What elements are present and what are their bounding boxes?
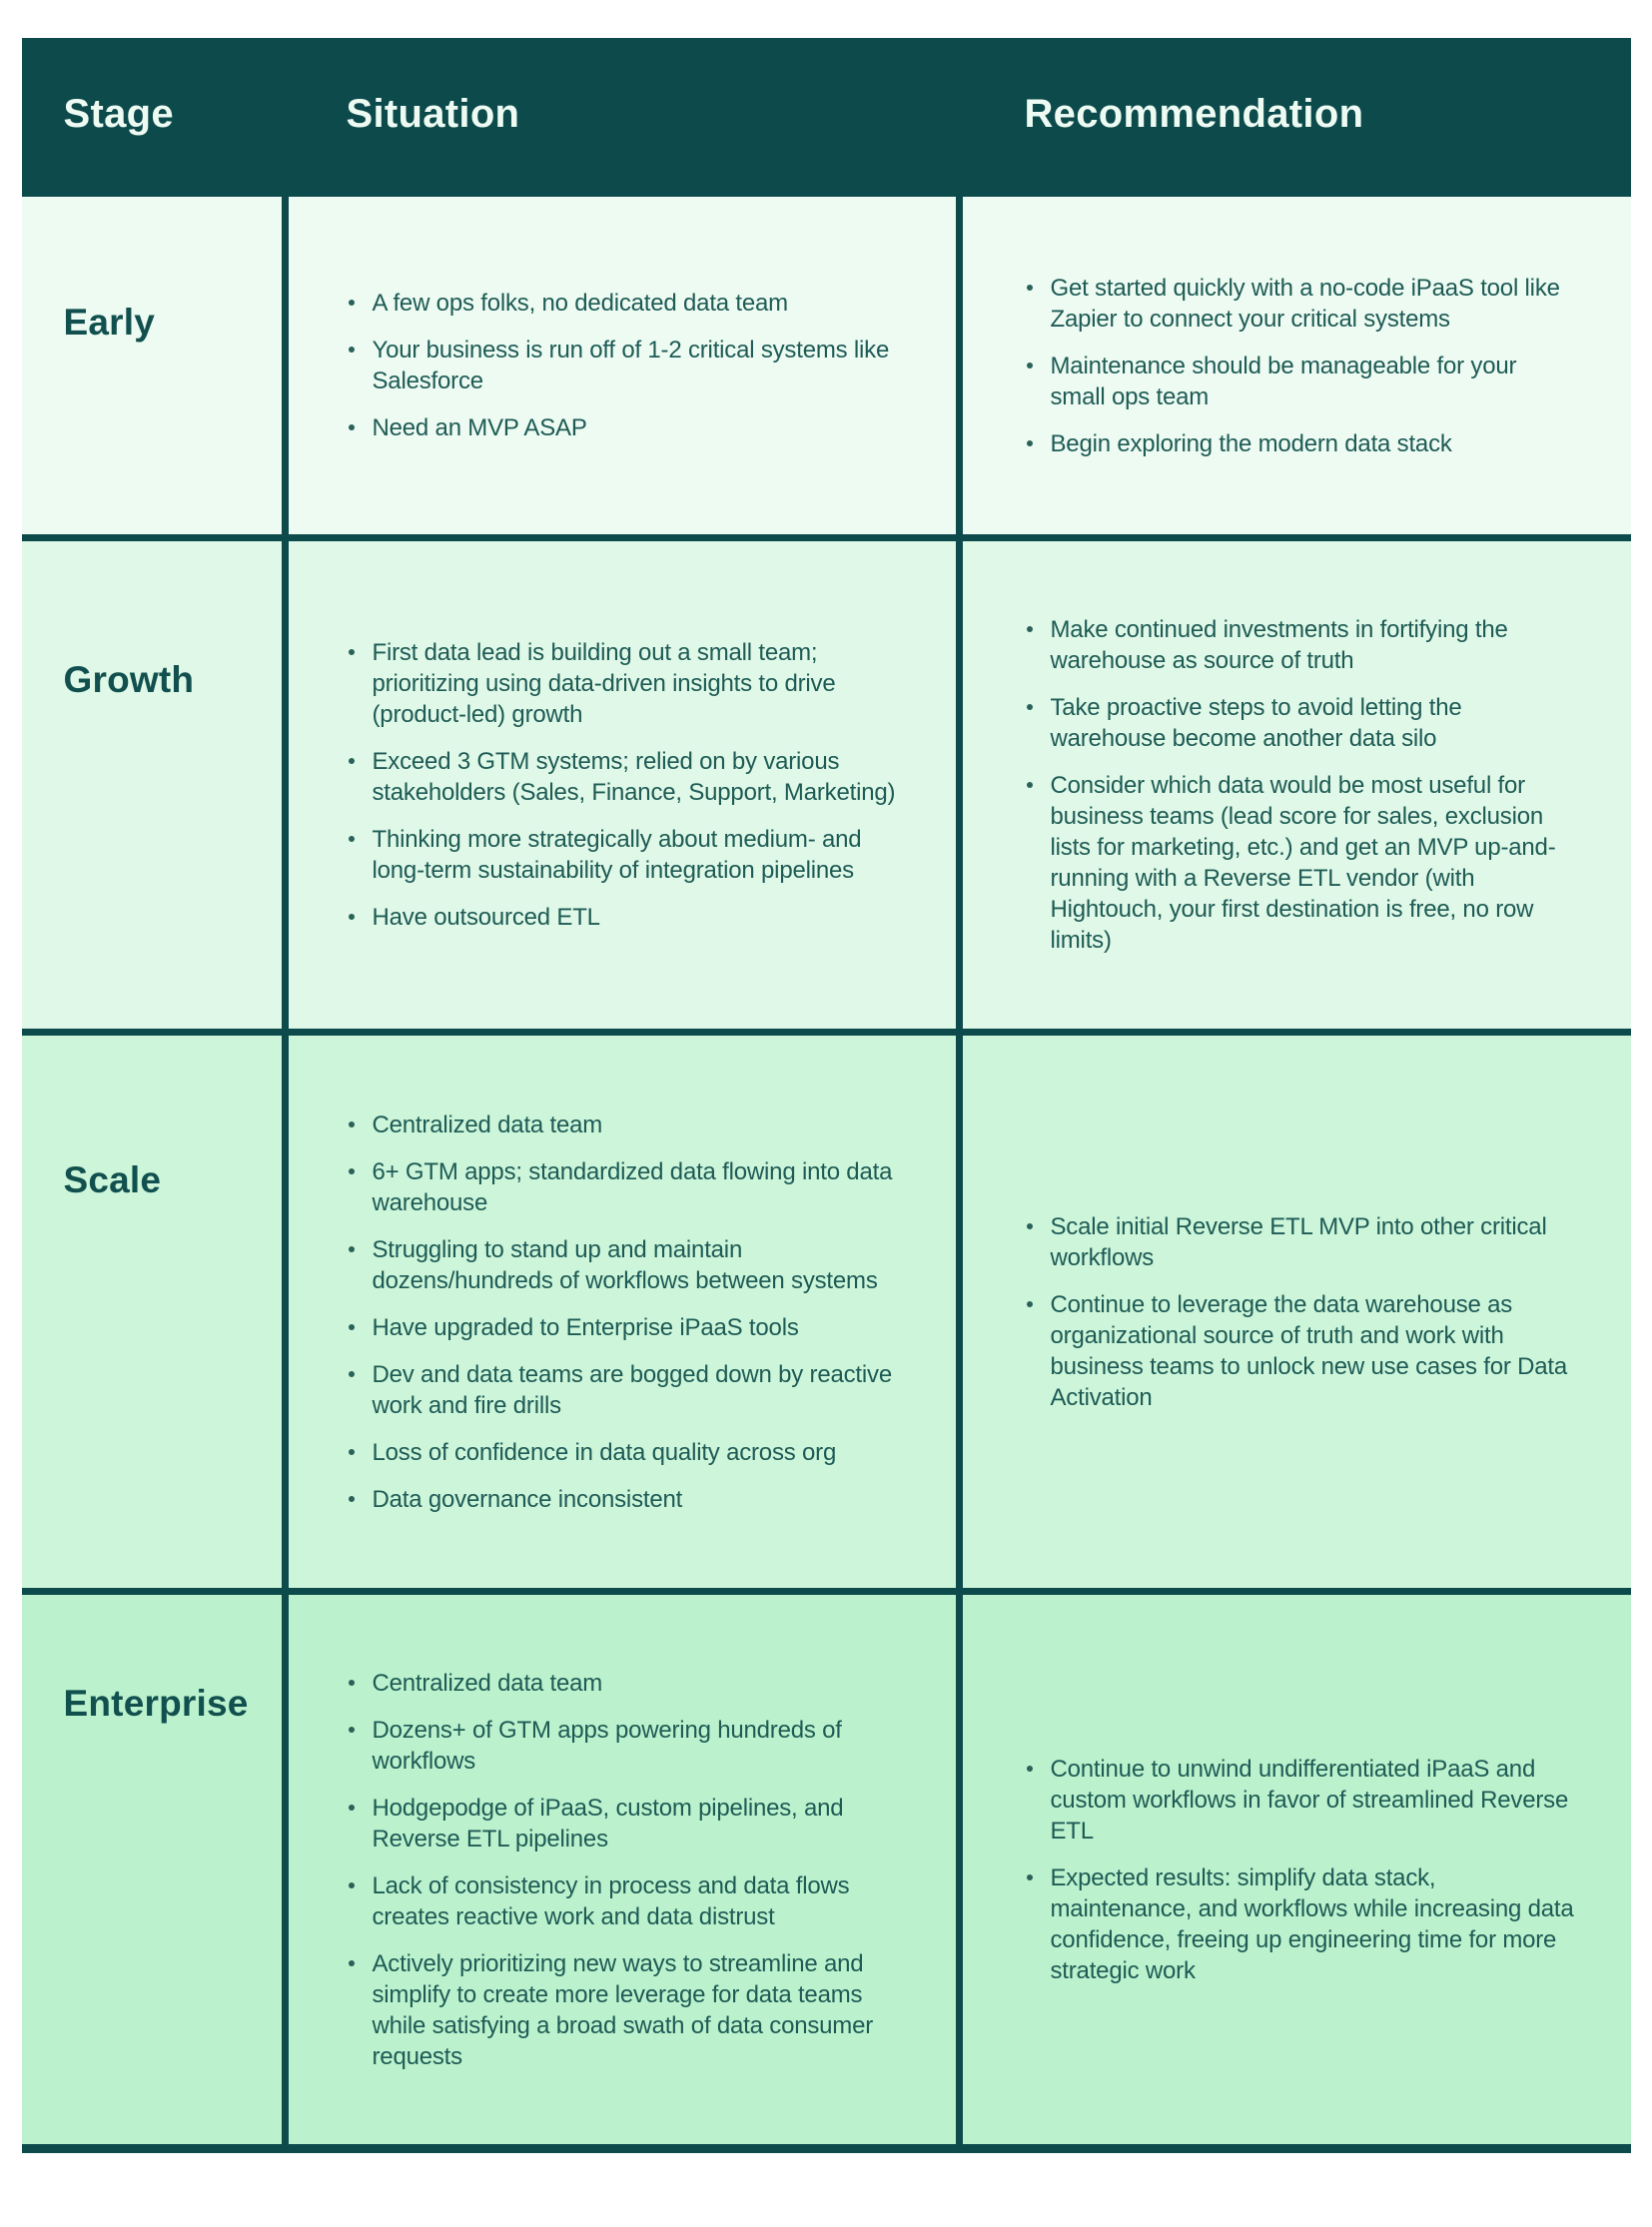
bullet-item: Struggling to stand up and maintain dozens/hundreds of workflows between systems	[346, 1234, 912, 1296]
bullet-item: Continue to leverage the data warehouse as organizational source of truth and work with business teams to unlock new use cases for Data Activation	[1024, 1289, 1577, 1413]
bullet-item: Exceed 3 GTM systems; relied on by various stakeholders (Sales, Finance, Support, Marketing)	[346, 746, 912, 808]
header-cell-recommendation	[963, 38, 1631, 190]
bullet-item: Expected results: simplify data stack, maintenance, and workflows while increasing data confidence, freeing up engineering time for more strategic work	[1024, 1862, 1577, 1986]
column-header-label: Recommendation	[1024, 91, 1364, 136]
bullet-item: Dozens+ of GTM apps powering hundreds of workflows	[346, 1715, 912, 1777]
stage-label: Early	[63, 302, 156, 343]
maturity-stage-table	[22, 38, 1631, 2153]
situation-list	[346, 1110, 912, 1515]
recommendation-cell-scale	[963, 1036, 1631, 1588]
recommendation-list	[1024, 1754, 1577, 1986]
bullet-item: Take proactive steps to avoid letting the warehouse become another data silo	[1024, 692, 1577, 754]
situation-cell-early	[289, 197, 956, 534]
bullet-item: Centralized data team	[346, 1110, 912, 1140]
bullet-item: Your business is run off of 1-2 critical systems like Salesforce	[346, 335, 912, 396]
stage-label: Scale	[63, 1159, 162, 1200]
bullet-item: Hodgepodge of iPaaS, custom pipelines, and Reverse ETL pipelines	[346, 1793, 912, 1855]
column-header-label: Stage	[63, 91, 174, 136]
situation-cell-growth	[289, 541, 956, 1029]
bullet-item: Have outsourced ETL	[346, 902, 912, 933]
bullet-item: Begin exploring the modern data stack	[1024, 428, 1577, 459]
column-header-label: Situation	[346, 91, 520, 136]
stage-cell-growth	[22, 541, 282, 1029]
bullet-item: Dev and data teams are bogged down by reactive work and fire drills	[346, 1359, 912, 1421]
bullet-item: Have upgraded to Enterprise iPaaS tools	[346, 1312, 912, 1343]
bullet-item: Get started quickly with a no-code iPaaS tool like Zapier to connect your critical systems	[1024, 273, 1577, 335]
situation-list	[346, 288, 912, 443]
recommendation-list	[1024, 1211, 1577, 1413]
bullet-item: Scale initial Reverse ETL MVP into other critical workflows	[1024, 1211, 1577, 1273]
header-cell-situation	[289, 38, 956, 190]
bullet-item: Actively prioritizing new ways to streamline and simplify to create more leverage for data teams while satisfying a broad swath of data consumer requests	[346, 1948, 912, 2072]
stage-cell-early	[22, 197, 282, 534]
situation-cell-scale	[289, 1036, 956, 1588]
situation-list	[346, 1668, 912, 2072]
bullet-item: Consider which data would be most useful for business teams (lead score for sales, exclusion lists for marketing, etc.) and get an MVP up-and-running with a Reverse ETL vendor (with Hightouch, your first destination is free, no row limits)	[1024, 770, 1577, 956]
bullet-item: Lack of consistency in process and data flows creates reactive work and data distrust	[346, 1870, 912, 1932]
stage-label: Enterprise	[63, 1683, 249, 1724]
stage-cell-scale	[22, 1036, 282, 1588]
bullet-item: Need an MVP ASAP	[346, 412, 912, 443]
bullet-item: First data lead is building out a small team; prioritizing using data-driven insights to drive (product-led) growth	[346, 637, 912, 730]
recommendation-list	[1024, 614, 1577, 956]
bullet-item: Thinking more strategically about medium- and long-term sustainability of integration pipelines	[346, 824, 912, 886]
recommendation-cell-enterprise	[963, 1595, 1631, 2144]
situation-list	[346, 637, 912, 933]
bullet-item: Continue to unwind undifferentiated iPaaS and custom workflows in favor of streamlined Reverse ETL	[1024, 1754, 1577, 1847]
situation-cell-enterprise	[289, 1595, 956, 2144]
bullet-item: A few ops folks, no dedicated data team	[346, 288, 912, 319]
bullet-item: 6+ GTM apps; standardized data flowing into data warehouse	[346, 1156, 912, 1218]
recommendation-list	[1024, 273, 1577, 459]
bullet-item: Centralized data team	[346, 1668, 912, 1699]
header-cell-stage	[22, 38, 282, 190]
stage-label: Growth	[63, 659, 195, 700]
bullet-item: Loss of confidence in data quality across org	[346, 1437, 912, 1468]
bullet-item: Maintenance should be manageable for your small ops team	[1024, 351, 1577, 412]
bullet-item: Make continued investments in fortifying the warehouse as source of truth	[1024, 614, 1577, 676]
recommendation-cell-growth	[963, 541, 1631, 1029]
bullet-item: Data governance inconsistent	[346, 1484, 912, 1515]
stage-cell-enterprise	[22, 1595, 282, 2144]
recommendation-cell-early	[963, 197, 1631, 534]
